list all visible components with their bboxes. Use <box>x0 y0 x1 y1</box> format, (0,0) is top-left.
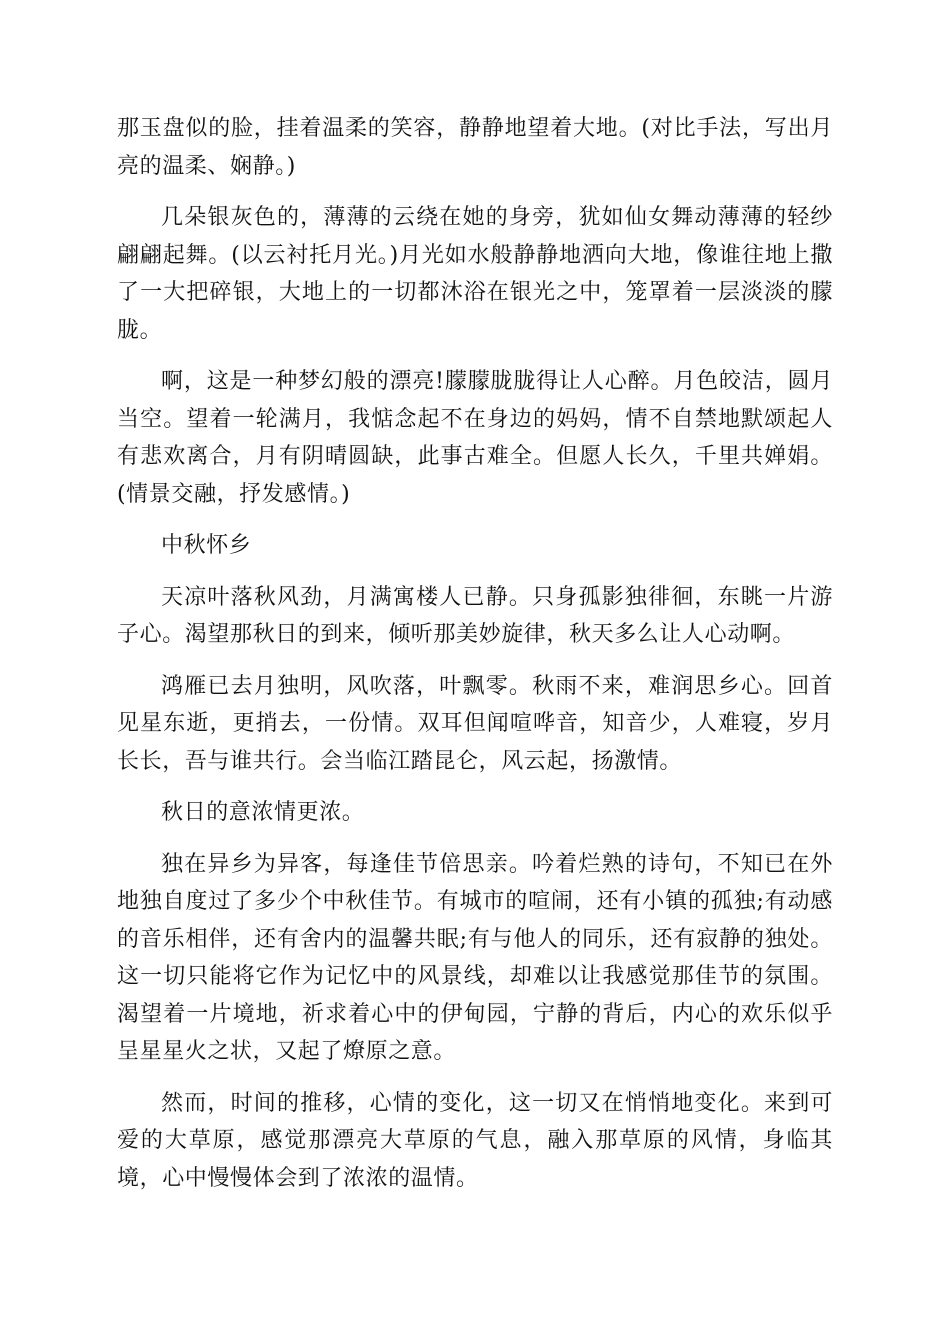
paragraph-6: 鸿雁已去月独明，风吹落，叶飘零。秋雨不来，难润思乡心。回首见星东逝，更捎去，一份情。双耳但闻喧哗音，知音少，人难寝，岁月长长，吾与谁共行。会当临江踏昆仑，风云起，扬激情。 <box>117 673 833 774</box>
paragraph-1: 那玉盘似的脸，挂着温柔的笑容，静静地望着大地。(对比手法，写出月亮的温柔、娴静。) <box>117 116 833 179</box>
paragraph-7: 秋日的意浓情更浓。 <box>161 800 365 825</box>
paragraph-9: 然而，时间的推移，心情的变化，这一切又在悄悄地变化。来到可爱的大草原，感觉那漂亮大草原的气息，融入那草原的风情，身临其境，心中慢慢体会到了浓浓的温情。 <box>117 1090 833 1191</box>
paragraph-2: 几朵银灰色的，薄薄的云绕在她的身旁，犹如仙女舞动薄薄的轻纱翩翩起舞。(以云衬托月光。)月光如水般静静地洒向大地，像谁往地上撒了一大把碎银，大地上的一切都沐浴在银光之中，笼罩着一层淡淡的朦胧。 <box>117 205 833 343</box>
document-page <box>117 110 833 1197</box>
section-heading-mid-autumn: 中秋怀乡 <box>161 533 252 558</box>
paragraph-3: 啊，这是一种梦幻般的漂亮!朦朦胧胧得让人心醉。月色皎洁，圆月当空。望着一轮满月，我惦念起不在身边的妈妈，情不自禁地默颂起人有悲欢离合，月有阴晴圆缺，此事古难全。但愿人长久，千里共婵娟。(情景交融，抒发感情。) <box>117 369 833 507</box>
paragraph-8: 独在异乡为异客，每逢佳节倍思亲。吟着烂熟的诗句，不知已在外地独自度过了多少个中秋佳节。有城市的喧闹，还有小镇的孤独;有动感的音乐相伴，还有舍内的温馨共眠;有与他人的同乐，还有寂静的独处。这一切只能将它作为记忆中的风景线，却难以让我感觉那佳节的氛围。渴望着一片境地，祈求着心中的伊甸园，宁静的背后，内心的欢乐似乎呈星星火之状，又起了燎原之意。 <box>117 851 833 1064</box>
paragraph-5: 天凉叶落秋风劲，月满寓楼人已静。只身孤影独徘徊，东眺一片游子心。渴望那秋日的到来，倾听那美妙旋律，秋天多么让人心动啊。 <box>117 584 833 647</box>
